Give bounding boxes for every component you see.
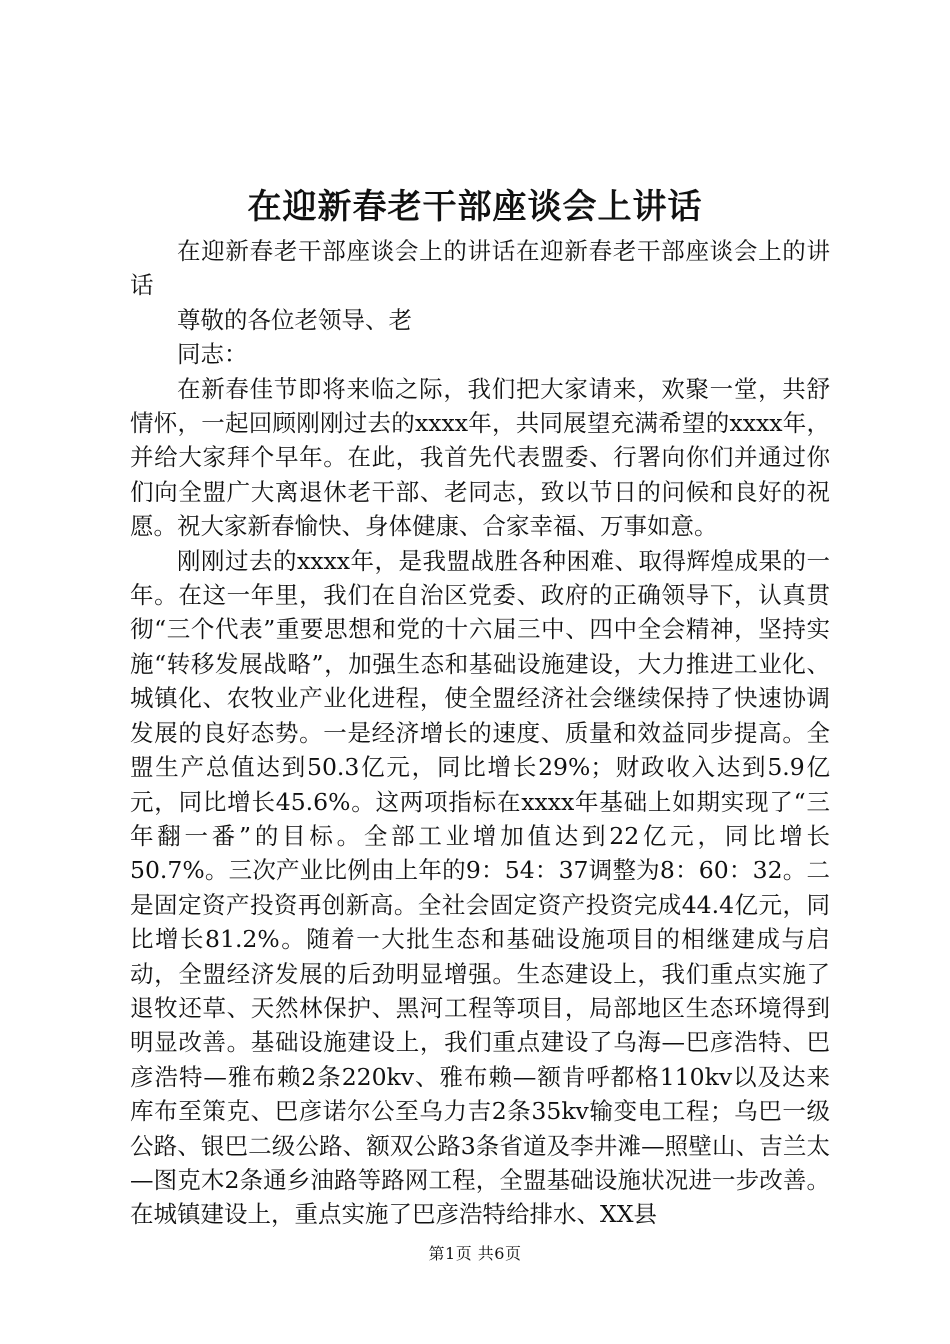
paragraph-greeting: 在新春佳节即将来临之际，我们把大家请来，欢聚一堂，共舒情怀，一起回顾刚刚过去的xxxx年，共同展望充满希望的xxxx年，并给大家拜个早年。在此，我首先代表盟委、行署向你们并通过你们向全盟广大离退休老干部、老同志，致以节日的问候和良好的祝愿。祝大家新春愉快、身体健康、合家幸福、万事如意。 <box>130 374 830 541</box>
document-body <box>130 234 830 1232</box>
page-title: 在迎新春老干部座谈会上讲话 <box>247 187 703 227</box>
paragraph-review: 刚刚过去的xxxx年，是我盟战胜各种困难、取得辉煌成果的一年。在这一年里，我们在自治区党委、政府的正确领导下，认真贯彻“三个代表”重要思想和党的十六届三中、四中全会精神，坚持实施“转移发展战略”，加强生态和基础设施建设，大力推进工业化、城镇化、农牧业产业化进程，使全盟经济社会继续保持了快速协调发展的良好态势。一是经济增长的速度、质量和效益同步提高。全盟生产总值达到50.3亿元，同比增长29%；财政收入达到5.9亿元，同比增长45.6%。这两项指标在xxxx年基础上如期实现了“三年翻一番”的目标。全部工业增加值达到22亿元，同比增长50.7%。三次产业比例由上年的9：54：37调整为8：60：32。二是固定资产投资再创新高。全社会固定资产投资完成44.4亿元，同比增长81.2%。随着一大批生态和基础设施项目的相继建成与启动，全盟经济发展的后劲明显增强。生态建设上，我们重点实施了退牧还草、天然林保护、黑河工程等项目，局部地区生态环境得到明显改善。基础设施建设上，我们重点建设了乌海—巴彦浩特、巴彦浩特—雅布赖2条220kv、雅布赖—额肯呼都格110kv以及达来库布至策克、巴彦诺尔公至乌力吉2条35kv输变电工程；乌巴一级公路、银巴二级公路、额双公路3条省道及李井滩—照壁山、吉兰太—图克木2条通乡油路等路网工程，全盟基础设施状况进一步改善。在城镇建设上，重点实施了巴彦浩特给排水、XX县 <box>130 546 830 1229</box>
paragraph-salutation-2: 同志： <box>177 340 248 369</box>
paragraph-salutation-1: 尊敬的各位老领导、老 <box>177 305 412 334</box>
paragraph-intro: 在迎新春老干部座谈会上的讲话在迎新春老干部座谈会上的讲话 <box>130 237 830 300</box>
page-footer: 第1页 共6页 <box>428 1244 522 1263</box>
